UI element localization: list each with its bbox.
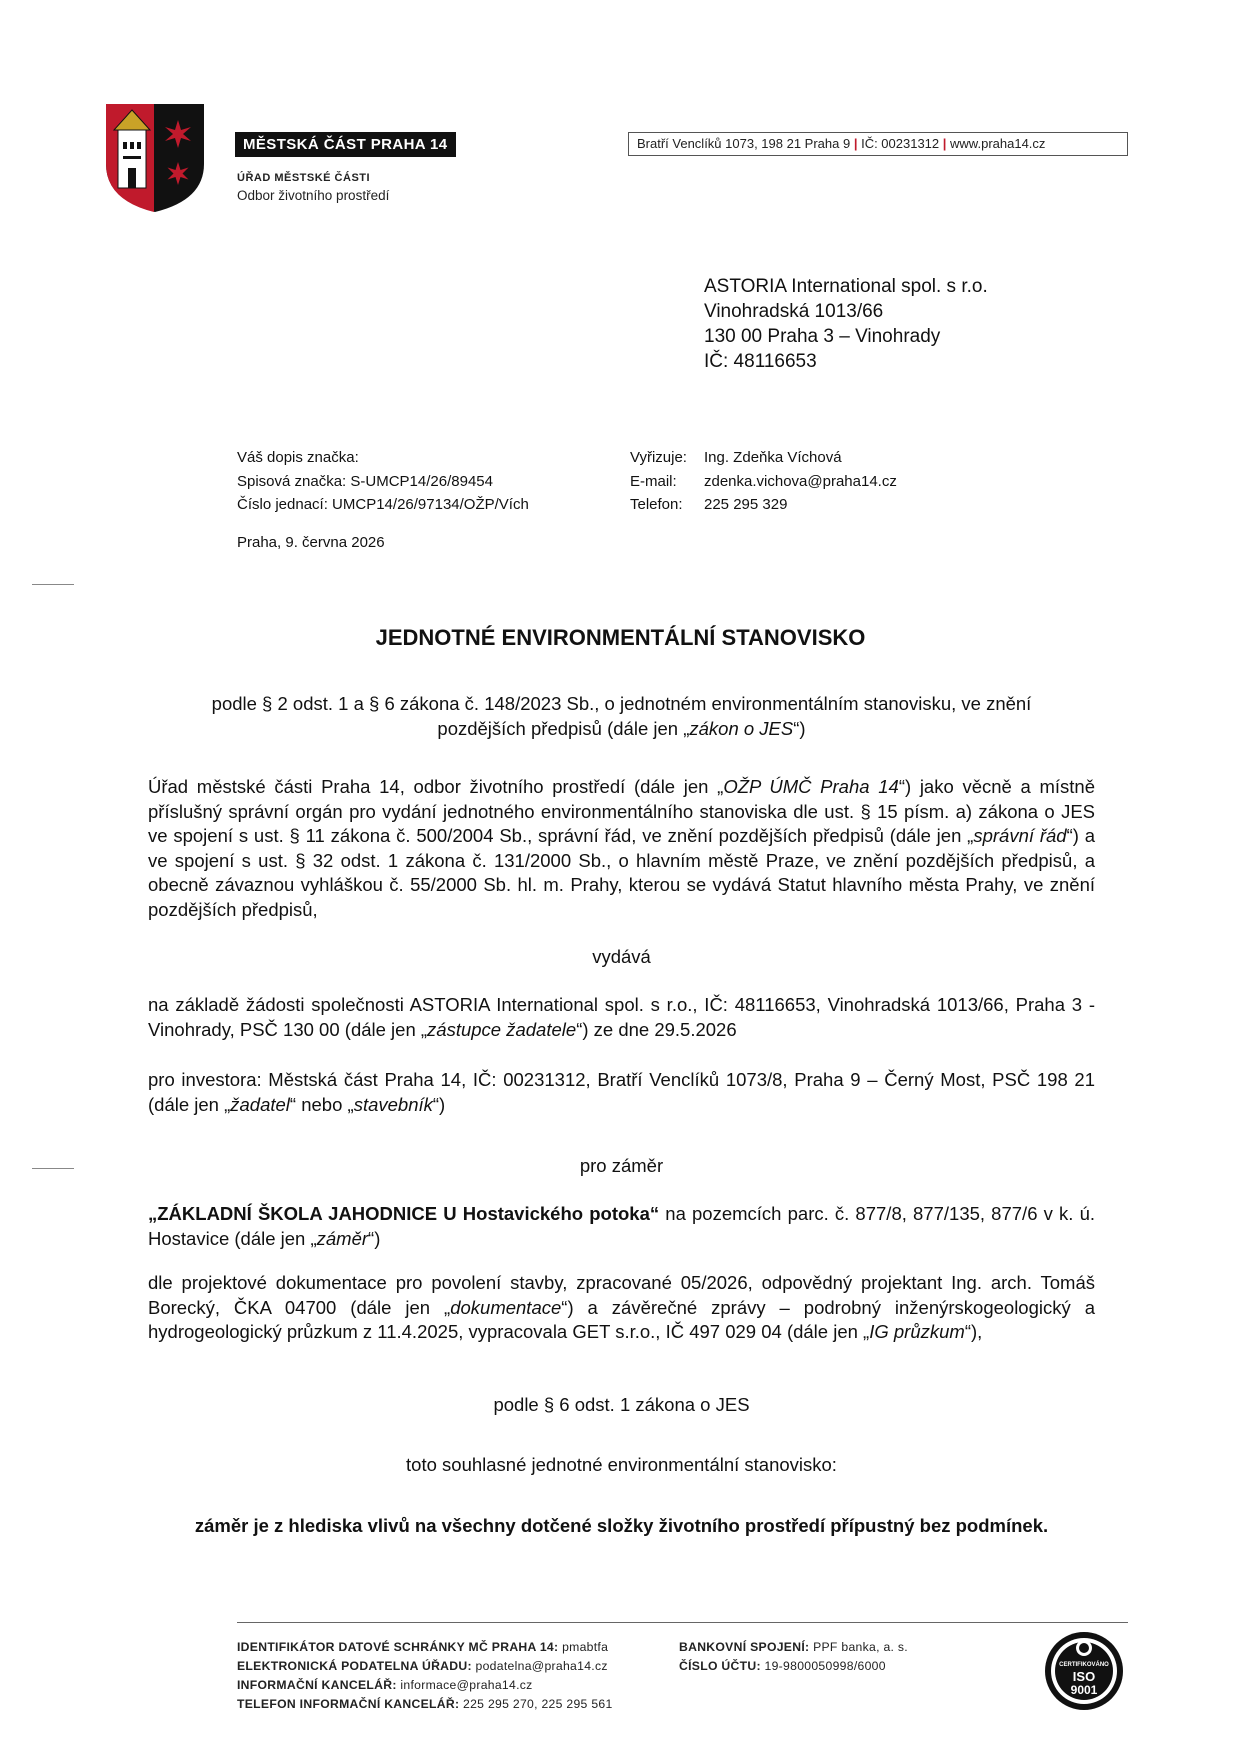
legal-basis [148,692,1095,741]
file-number: Spisová značka: S-UMCP14/26/89454 [237,472,493,490]
footer-bank-line [679,1638,908,1657]
text: “), [964,1321,983,1342]
paragraph-documentation [148,1271,1095,1345]
text: na pozemcích parc. č. 877/8, 877/135, 877/6 v k. ú. Hostavice (dále jen „ [148,1203,1096,1249]
coat-of-arms-logo [104,102,206,214]
header-address: Bratří Venclíků 1073, 198 21 Praha 9 [637,136,851,151]
text: “) ze dne 29.5.2026 [576,1018,737,1040]
reference-right-values [704,446,897,517]
statement-intro: toto souhlasné jednotné environmentální stanovisko: [406,1454,837,1475]
value: 225 295 270, 225 295 561 [463,1697,613,1711]
cert-iso: ISO [1072,1669,1096,1684]
value: informace@praha14.cz [400,1678,533,1692]
footer-contacts [237,1638,613,1714]
email-label: E-mail: [630,472,677,490]
italic-term: stavebník [353,1093,433,1115]
footer-ep [237,1657,613,1676]
text: “) jako věcně a místně příslušný správní orgán pro vydání jednotného environmentálního stanoviska dle ust. § 15 písm. a) zákona o JES ve spojení s ust. § 11 zákona č. 500/2004 Sb., správní řád, ve znění pozdějších předpisů (dále jen „ [148,776,1095,846]
text: “) [368,1227,381,1249]
text: “ nebo „ [289,1093,354,1115]
label: TELEFON INFORMAČNÍ KANCELÁŘ: [237,1697,460,1711]
italic-term: správní řád [973,825,1067,846]
plan-name: „ZÁKLADNÍ ŠKOLA JAHODNICE U Hostavického potoka“ [148,1203,660,1224]
text: “) a závěrečné zprávy – podrobný inženýrskogeologický a hydrogeologický průzkum z 11.4.2025, vypracovala GET s.r.o., IČ 497 029 04 (dále jen „ [148,1296,1095,1342]
org-name-badge: MĚSTSKÁ ČÁST PRAHA 14 [235,132,456,157]
text: pro investora: Městská část Praha 14, IČ: 00231312, Bratří Venclíků 1073/8, Praha 9 – Černý Most, PSČ 198 21 (dále jen „ [148,1069,1095,1115]
paragraph-request [148,993,1095,1042]
value: PPF banka, a. s. [813,1640,908,1654]
reference-right-labels [630,446,687,517]
footer-bank [679,1638,908,1676]
label: IDENTIFIKÁTOR DATOVÉ SCHRÁNKY MČ PRAHA 14: [237,1640,559,1654]
handler-label: Vyřizuje: [630,449,687,466]
reference-number: Číslo jednací: UMCP14/26/97134/OŽP/Vích [237,496,529,513]
separator: | [853,136,862,151]
italic-term: žadatel [230,1093,290,1115]
conclusion: záměr je z hlediska vlivů na všechny dotčené složky životního prostředí přípustný bez podmínek. [194,1515,1049,1536]
footer-divider [237,1622,1128,1623]
cert-label: CERTIFIKOVÁNO [1059,1662,1109,1668]
paragraph-investor [148,1068,1095,1117]
legal-basis-line-2 [148,717,1095,742]
italic-term: dokumentace [450,1296,562,1318]
phone-label: Telefon: [630,496,683,513]
text: “) a ve spojení s ust. § 32 odst. 1 zákona č. 131/2000 Sb., o hlavním městě Praze, ve znění pozdějších předpisů, a obecně závaznou vyhláškou č. 55/2000 Sb. hl. m. Prahy, kterou se vydává Statut hlavního města Prahy, ve znění pozdějších předpisů, [148,825,1096,920]
italic-term: zástupce žadatele [427,1018,577,1040]
text: Úřad městské části Praha 14, odbor životního prostředí (dále jen „ [148,776,724,797]
footer-account-line [679,1657,908,1676]
paragraph-authority [148,775,1095,922]
fold-mark [32,584,74,585]
legal-basis-line-1: podle § 2 odst. 1 a § 6 zákona č. 148/2023 Sb., o jednotném environmentálním stanovisku, ve znění [211,693,1032,714]
handler-phone: 225 295 329 [704,496,788,513]
recipient-block [704,274,988,374]
text: pozdějších předpisů (dále jen „ [437,717,690,739]
label: ELEKTRONICKÁ PODATELNA ÚŘADU: [237,1659,472,1673]
for-plan: pro záměr [579,1155,664,1176]
paragraph-plan [148,1202,1095,1251]
office-name: ÚŘAD MĚSTSKÉ ČÁSTI [237,172,371,184]
header-ic: IČ: 00231312 [861,136,940,151]
recipient-ic: IČ: 48116653 [704,351,817,372]
handler-email: zdenka.vichova@praha14.cz [704,472,897,490]
value: pmabtfa [562,1640,609,1654]
header-address-box [628,132,1128,156]
footer-tel [237,1695,613,1714]
document-date: Praha, 9. června 2026 [237,534,385,551]
issues-verb: vydává [592,946,651,967]
italic-term: IG průzkum [869,1321,965,1342]
value: podatelna@praha14.cz [475,1659,608,1673]
cert-number: 9001 [1070,1683,1098,1697]
label: INFORMAČNÍ KANCELÁŘ: [237,1678,397,1692]
recipient-city: 130 00 Praha 3 – Vinohrady [704,326,941,347]
italic-term: záměr [316,1227,369,1249]
text: “) [432,1093,446,1115]
document-title: JEDNOTNÉ ENVIRONMENTÁLNÍ STANOVISKO [375,625,866,650]
iso-certification-badge [1043,1630,1125,1712]
text: “) [793,717,806,739]
fold-mark [32,1168,74,1169]
text: na základě žádosti společnosti ASTORIA International spol. s r.o., IČ: 48116653, Vinohradská 1013/66, Praha 3 - Vinohrady, PSČ 130 00 (dále jen „ [148,994,1095,1040]
italic-term: zákon o JES [689,717,794,739]
separator: | [942,136,951,151]
your-ref: Váš dopis značka: [237,449,359,466]
header-web: www.praha14.cz [950,136,1046,151]
italic-term: OŽP ÚMČ Praha 14 [723,776,899,797]
department-name: Odbor životního prostředí [237,188,390,203]
per-law: podle § 6 odst. 1 zákona o JES [493,1394,750,1415]
handler-name: Ing. Zdeňka Víchová [704,449,842,466]
reference-left [237,446,529,517]
recipient-name: ASTORIA International spol. s r.o. [704,276,988,297]
label: ČÍSLO ÚČTU: [679,1659,761,1673]
footer-ik [237,1676,613,1695]
footer-ds [237,1638,613,1657]
recipient-street: Vinohradská 1013/66 [704,301,884,322]
text: dle projektové dokumentace pro povolení stavby, zpracované 05/2026, odpovědný projektant Ing. arch. Tomáš Borecký, ČKA 04700 (dále jen „ [148,1272,1095,1318]
value: 19-9800050998/6000 [764,1659,886,1673]
label: BANKOVNÍ SPOJENÍ: [679,1640,810,1654]
